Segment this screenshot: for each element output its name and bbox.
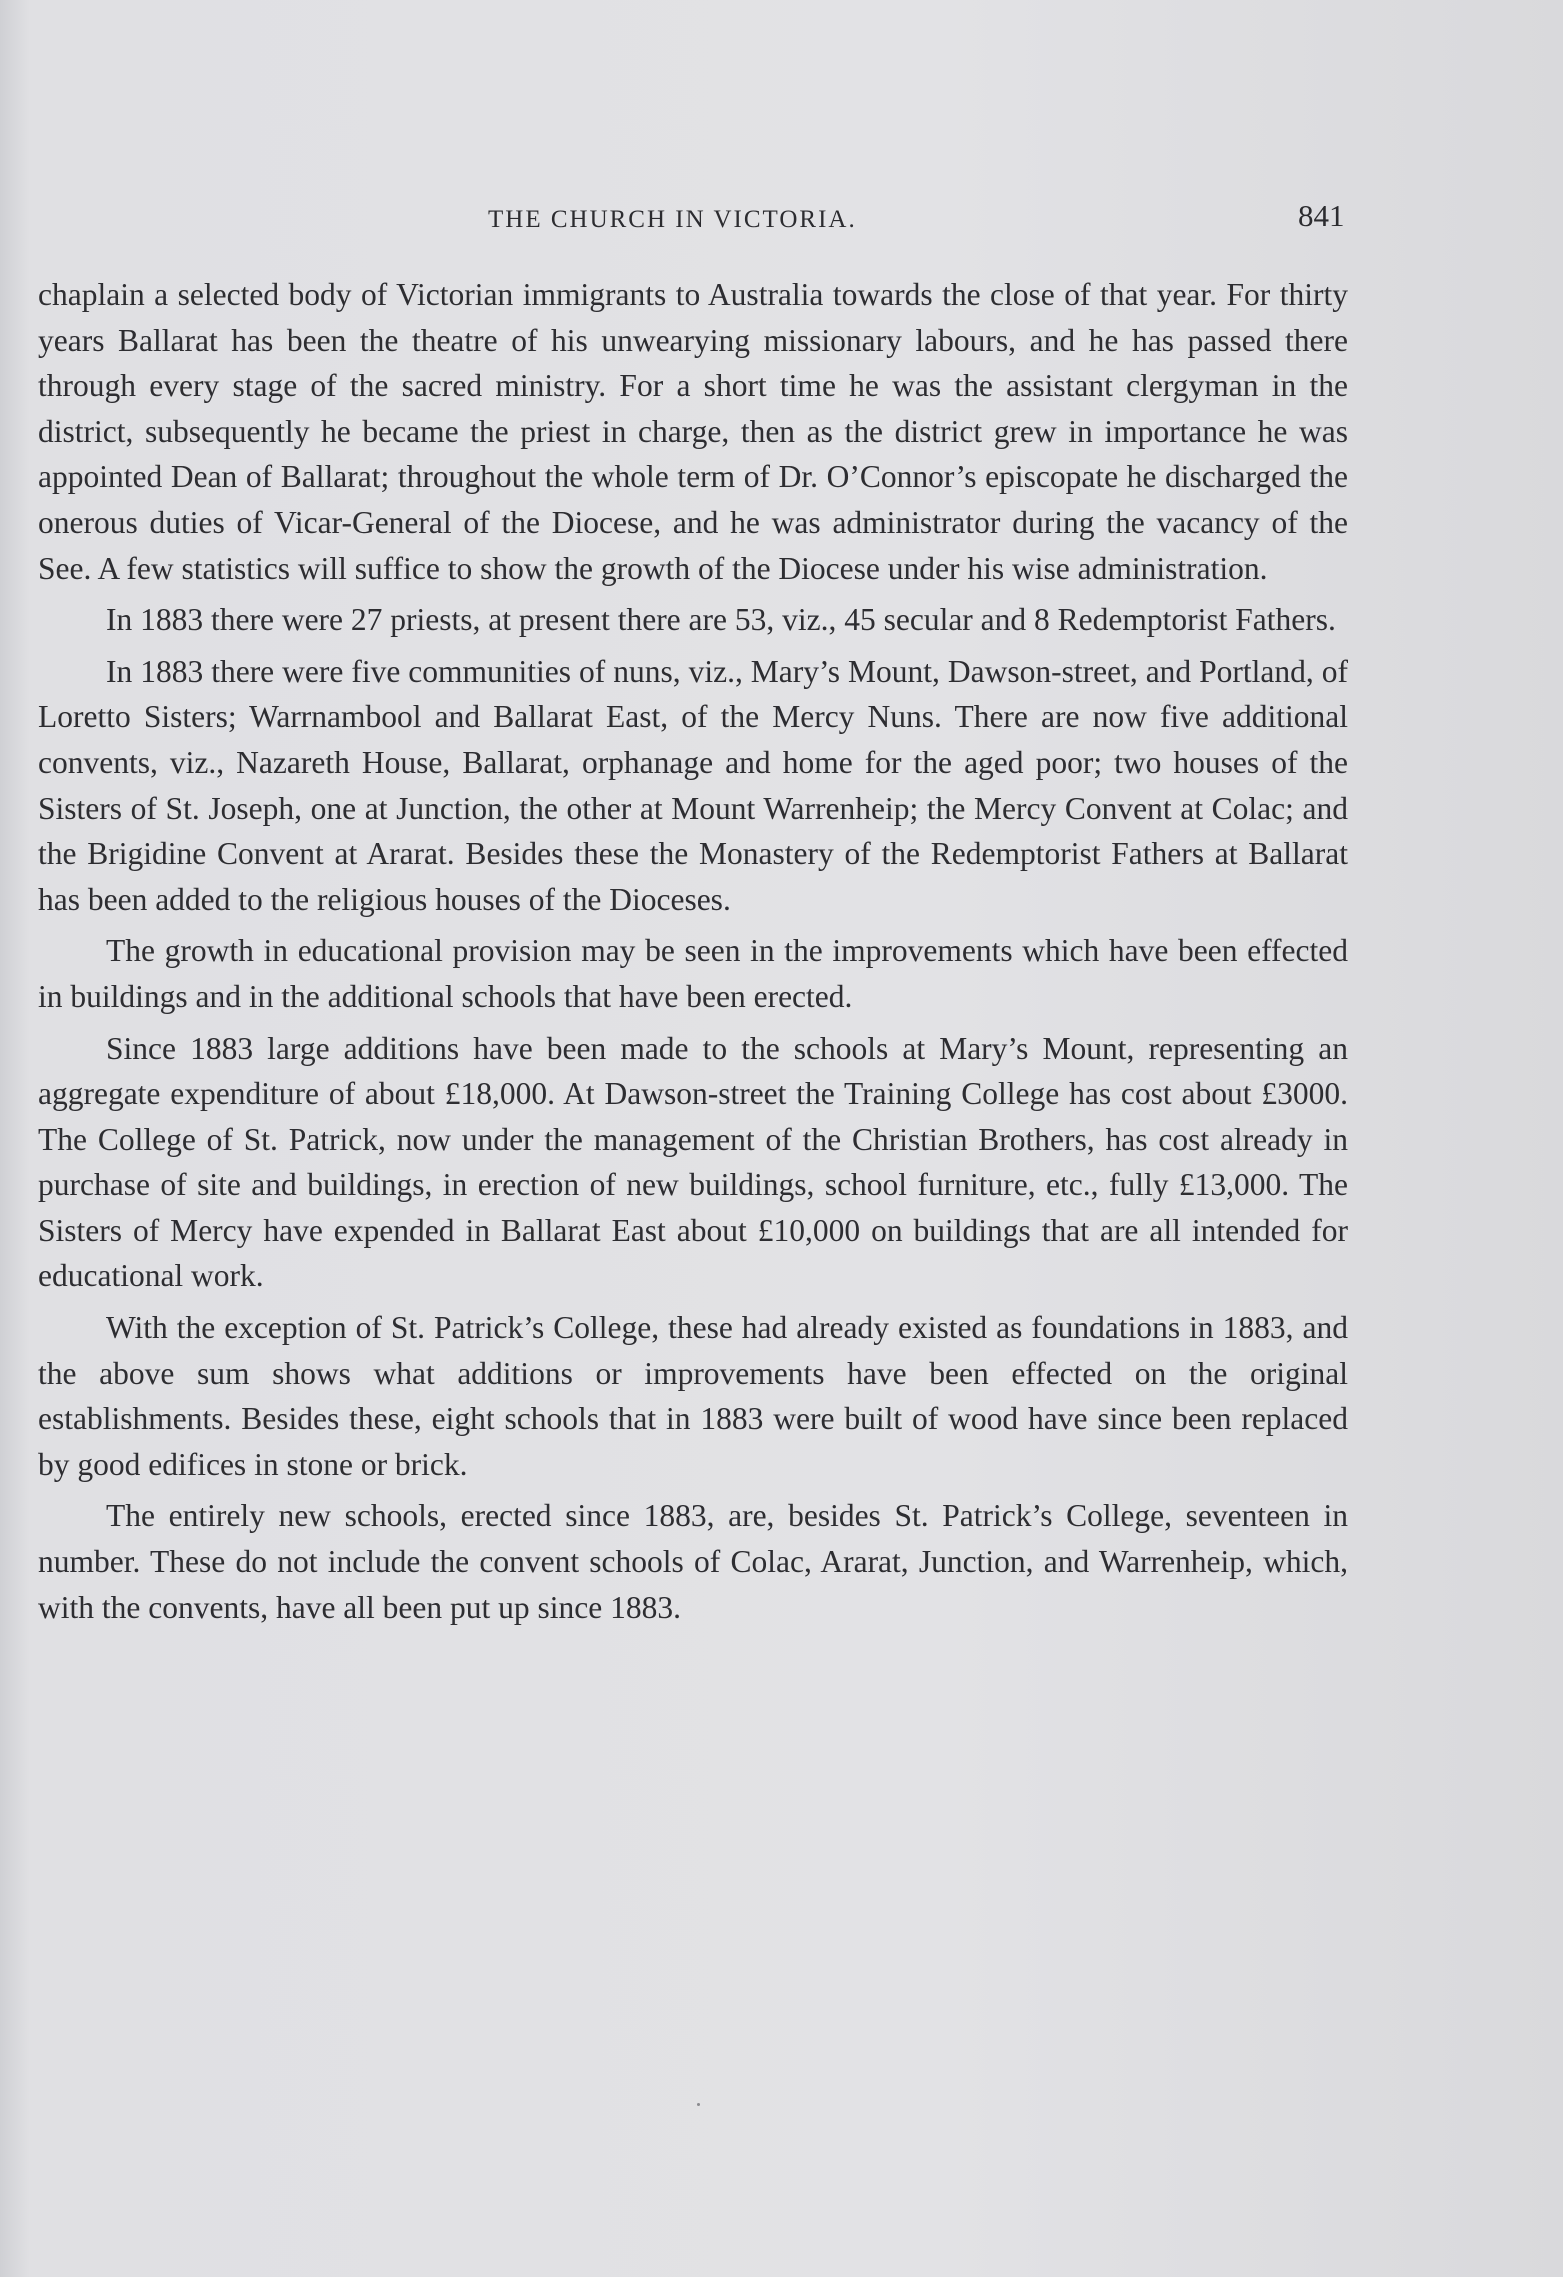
paragraph-education-growth: The growth in educational provision may be seen in the improvements which have been effected in buildings and in the additional schools that have been erected. [38,933,1348,1014]
paragraph-continuation: chaplain a selected body of Victorian immigrants to Australia towards the close of that year. For thirty years Ballarat has been the theatre of his unwearying missionary labours, and he has passed there through every stage of the sacred ministry. For a short time he was the assistant clergyman in the district, subsequently he became the priest in charge, then as the district grew in importance he was appointed Dean of Ballarat; throughout the whole term of Dr. O’Connor’s episcopate he discharged the onerous duties of Vicar-General of the Diocese, and he was administrator during the vacancy of the See. A few statistics will suffice to show the growth of the Diocese under his wise administration. [38,277,1348,586]
paragraph-new-schools: The entirely new schools, erected since 1883, are, besides St. Patrick’s College, seventeen in number. These do not include the convent schools of Colac, Ararat, Junction, and Warrenheip, which, with the convents, have all been put up since 1883. [38,1498,1348,1625]
paragraph-convents: In 1883 there were five communities of nuns, viz., Mary’s Mount, Dawson-street, and Portland, of Loretto Sisters; Warrnambool and Ballarat East, of the Mercy Nuns. There are now five additional convents, viz., Nazareth House, Ballarat, orphanage and home for the aged poor; two houses of the Sisters of St. Joseph, one at Junction, the other at Mount Warrenheip; the Mercy Convent at Colac; and the Brigidine Convent at Ararat. Besides these the Monastery of the Redemptorist Fathers at Ballarat has been added to the religious houses of the Dioceses. [38,653,1348,917]
paper-speck [697,2103,700,2106]
paragraph-existing-foundations: With the exception of St. Patrick’s College, these had already existed as foundations in 1883, and the above sum shows what additions or improvements have been effected on the original establishments. Besides these, eight schools that in 1883 were built of wood have since been replaced by good edifices in stone or brick. [38,1310,1348,1482]
paragraph-expenditure: Since 1883 large additions have been made to the schools at Mary’s Mount, representing an aggregate expenditure of about £18,000. At Dawson-street the Training College has cost about £3000. The College of St. Patrick, now under the management of the Christian Brothers, has cost already in purchase of site and buildings, in erection of new buildings, school furniture, etc., fully £13,000. The Sisters of Mercy have expended in Ballarat East about £10,000 on buildings that are all intended for educational work. [38,1030,1348,1294]
page-number: 841 [1298,198,1345,233]
running-head: THE CHURCH IN VICTORIA. [488,206,857,233]
body-text [38,272,1348,1636]
paragraph-priests: In 1883 there were 27 priests, at present there are 53, viz., 45 secular and 8 Redemptorist Fathers. [106,602,1336,638]
